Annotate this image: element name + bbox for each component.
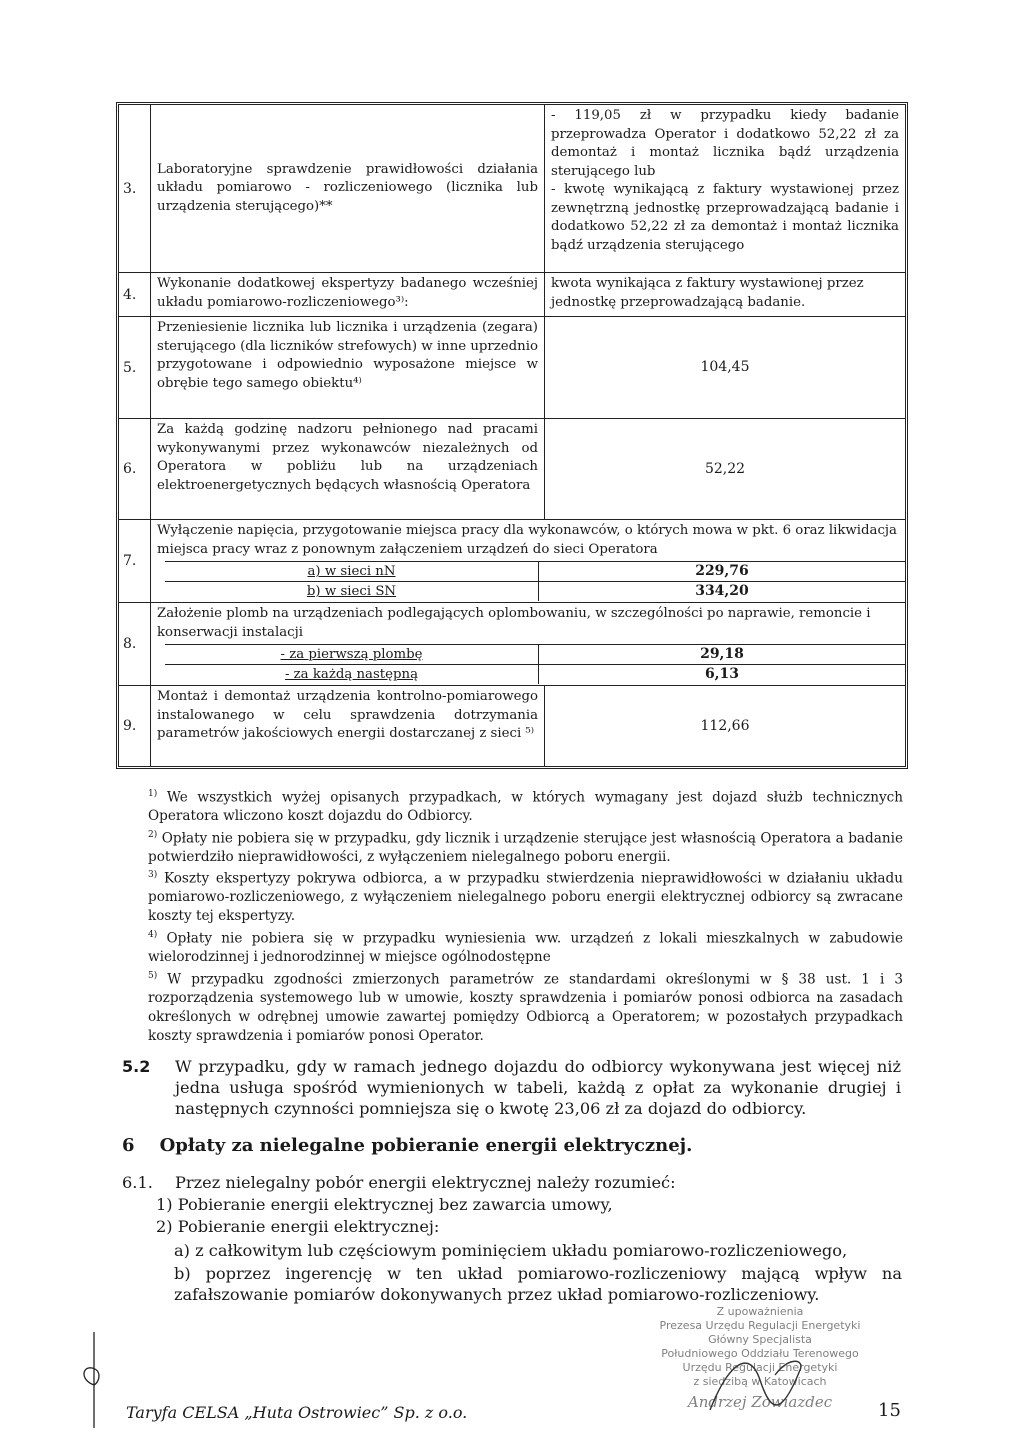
signature-mark bbox=[690, 1340, 820, 1430]
row-number: 4. bbox=[119, 273, 151, 316]
table-row bbox=[119, 519, 905, 602]
row-value: 104,45 bbox=[700, 359, 750, 376]
sub-row bbox=[165, 664, 905, 684]
table-row bbox=[119, 316, 905, 418]
row-number: 8. bbox=[119, 603, 151, 685]
table-row bbox=[119, 685, 905, 766]
footnote: $^{2)}$ Opłaty nie pobiera się w przypadku, gdy licznik i urządzenie sterujące jest własnością Operatora a badanie potwierdziło nieprawidłowości, z wyłączeniem nielegalnego poboru energii. bbox=[148, 830, 903, 866]
sub-row-label: b) w sieci SN bbox=[165, 582, 539, 601]
sub-row bbox=[165, 561, 905, 581]
sub-row-label: a) w sieci nN bbox=[165, 562, 539, 581]
row-description: Wykonanie dodatkowej ekspertyzy badanego wcześniej układu pomiarowo-rozliczeniowego³⁾: bbox=[151, 273, 545, 316]
page-number: 15 bbox=[878, 1400, 901, 1421]
section-number: 5.2 bbox=[122, 1057, 151, 1076]
table-row bbox=[119, 105, 905, 272]
footnote: $^{5)}$ W przypadku zgodności zmierzonych parametrów ze standardami określonymi w § 38 ust. 1 i 3 rozporządzenia systemowego lub w umowie, koszty sprawdzenia i pomiarów ponosi odbiorca na zasadach określonych w odrębnej umowie zawartej pomiędzy Odbiorcą a Operatorem; w pozostałych przypadkach koszty sprawdzenia i pomiarów ponosi Operator. bbox=[148, 971, 903, 1044]
sub-row-value: 229,76 bbox=[695, 563, 749, 579]
list-subitem: a) z całkowitym lub częściowym pominięciem układu pomiarowo-rozliczeniowego, bbox=[174, 1241, 848, 1260]
initials-mark bbox=[76, 1330, 116, 1430]
section-intro: Przez nielegalny pobór energii elektrycznej należy rozumieć: bbox=[175, 1173, 676, 1192]
section-number: 6.1. bbox=[122, 1173, 153, 1192]
table-row bbox=[119, 602, 905, 685]
row-description: Przeniesienie licznika lub licznika i urządzenia (zegara) sterującego (dla liczników strefowych) w inne uprzednio przygotowane i odpowiednio wyposażone miejsce w obrębie tego samego obiektu⁴⁾ bbox=[151, 317, 545, 418]
sub-row bbox=[165, 581, 905, 601]
row-number: 9. bbox=[119, 686, 151, 766]
row-value-part-2: - kwotę wynikającą z faktury wystawionej przez zewnętrzną jednostkę przeprowadzającą badanie i dodatkowo 52,22 zł za demontaż i montaż licznika bądź urządzenia sterującego bbox=[551, 182, 899, 253]
sub-row-value: 29,18 bbox=[700, 646, 744, 662]
list-subitem: b) poprzez ingerencję w ten układ pomiarowo-rozliczeniowy mającą wpływ na zafałszowanie pomiarów dokonywanych przez układ pomiarowo-rozliczeniowy. bbox=[174, 1264, 902, 1304]
row-description: Laboratoryjne sprawdzenie prawidłowości działania układu pomiarowo - rozliczeniowego (licznika lub urządzenia sterującego)** bbox=[151, 105, 545, 272]
row-description: Montaż i demontaż urządzenia kontrolno-pomiarowego instalowanego w celu sprawdzenia dotrzymania parametrów jakościowych energii dostarczanej z sieci ⁵⁾ bbox=[151, 686, 545, 766]
row-number: 5. bbox=[119, 317, 151, 418]
row-description: Założenie plomb na urządzeniach podlegających oplombowaniu, w szczególności po naprawie, remoncie i konserwacji instalacji bbox=[157, 606, 871, 640]
row-description: Za każdą godzinę nadzoru pełnionego nad pracami wykonywanymi przez wykonawców niezależnych od Operatora w pobliżu lub na urządzeniach elektroenergetycznych będących własnością Operatora bbox=[151, 419, 545, 519]
row-number: 7. bbox=[119, 520, 151, 602]
footer-title: Taryfa CELSA „Huta Ostrowiec” Sp. z o.o. bbox=[126, 1403, 468, 1422]
footnote: $^{1)}$ We wszystkich wyżej opisanych przypadkach, w których wymagany jest dojazd służb technicznych Operatora wliczono koszt dojazdu do Odbiorcy. bbox=[148, 789, 903, 825]
row-value: 112,66 bbox=[700, 717, 750, 734]
row-number: 6. bbox=[119, 419, 151, 519]
row-value: 52,22 bbox=[704, 460, 746, 477]
row-value: kwota wynikająca z faktury wystawionej przez jednostkę przeprowadzającą badanie. bbox=[551, 276, 864, 310]
row-value bbox=[545, 105, 905, 272]
row-value-part-1: - 119,05 zł w przypadku kiedy badanie przeprowadza Operator i dodatkowo 52,22 zł za demontaż i montaż licznika bądź urządzenia sterującego lub bbox=[551, 108, 899, 179]
section-paragraph: W przypadku, gdy w ramach jednego dojazdu do odbiorcy wykonywana jest więcej niż jedna usługa spośród wymienionych w tabeli, każdą z opłat za wykonanie drugiej i następnych czynności pomniejsza się o kwotę 23,06 zł za dojazd do odbiorcy. bbox=[175, 1057, 901, 1118]
row-body bbox=[151, 603, 905, 685]
section-heading: 6 Opłaty za nielegalne pobieranie energii elektrycznej. bbox=[122, 1135, 693, 1156]
sub-row-label: - za każdą następną bbox=[165, 665, 539, 684]
table-row bbox=[119, 272, 905, 316]
sub-row-value: 6,13 bbox=[704, 666, 740, 682]
row-description: Wyłączenie napięcia, przygotowanie miejsca pracy dla wykonawców, o których mowa w pkt. 6 oraz likwidacja miejsca pracy wraz z ponownym załączeniem urządzeń do sieci Operatora bbox=[157, 523, 897, 557]
footnote: $^{3)}$ Koszty ekspertyzy pokrywa odbiorca, a w przypadku stwierdzenia nieprawidłowości w działaniu układu pomiarowo-rozliczeniowego, z wyłączeniem nielegalnego poboru energii elektrycznej odbiorcy są zwracane koszty tej ekspertyzy. bbox=[148, 870, 903, 925]
row-body bbox=[151, 520, 905, 602]
sub-row-value: 334,20 bbox=[695, 583, 749, 599]
sub-row-label: - za pierwszą plombę bbox=[165, 645, 539, 664]
official-stamp: Z upoważnienia Prezesa Urzędu Regulacji Energetyki Główny Specjalista Południowego Oddziału Terenowego Urzędu Regulacji Energetyki z siedzibą w Katowicach Andrzej Zowiazdec bbox=[659, 1305, 861, 1411]
footnote: $^{4)}$ Opłaty nie pobiera się w przypadku wyniesienia ww. urządzeń z lokali mieszkalnych w zabudowie wielorodzinnej i jednorodzinnej w miejsce ogólnodostępne bbox=[148, 930, 903, 966]
row-number: 3. bbox=[119, 105, 151, 272]
list-item: 2) Pobieranie energii elektrycznej: bbox=[156, 1217, 440, 1236]
sub-row bbox=[165, 644, 905, 664]
tariff-table bbox=[116, 102, 908, 769]
table-row bbox=[119, 418, 905, 519]
list-item: 1) Pobieranie energii elektrycznej bez zawarcia umowy, bbox=[156, 1195, 613, 1214]
